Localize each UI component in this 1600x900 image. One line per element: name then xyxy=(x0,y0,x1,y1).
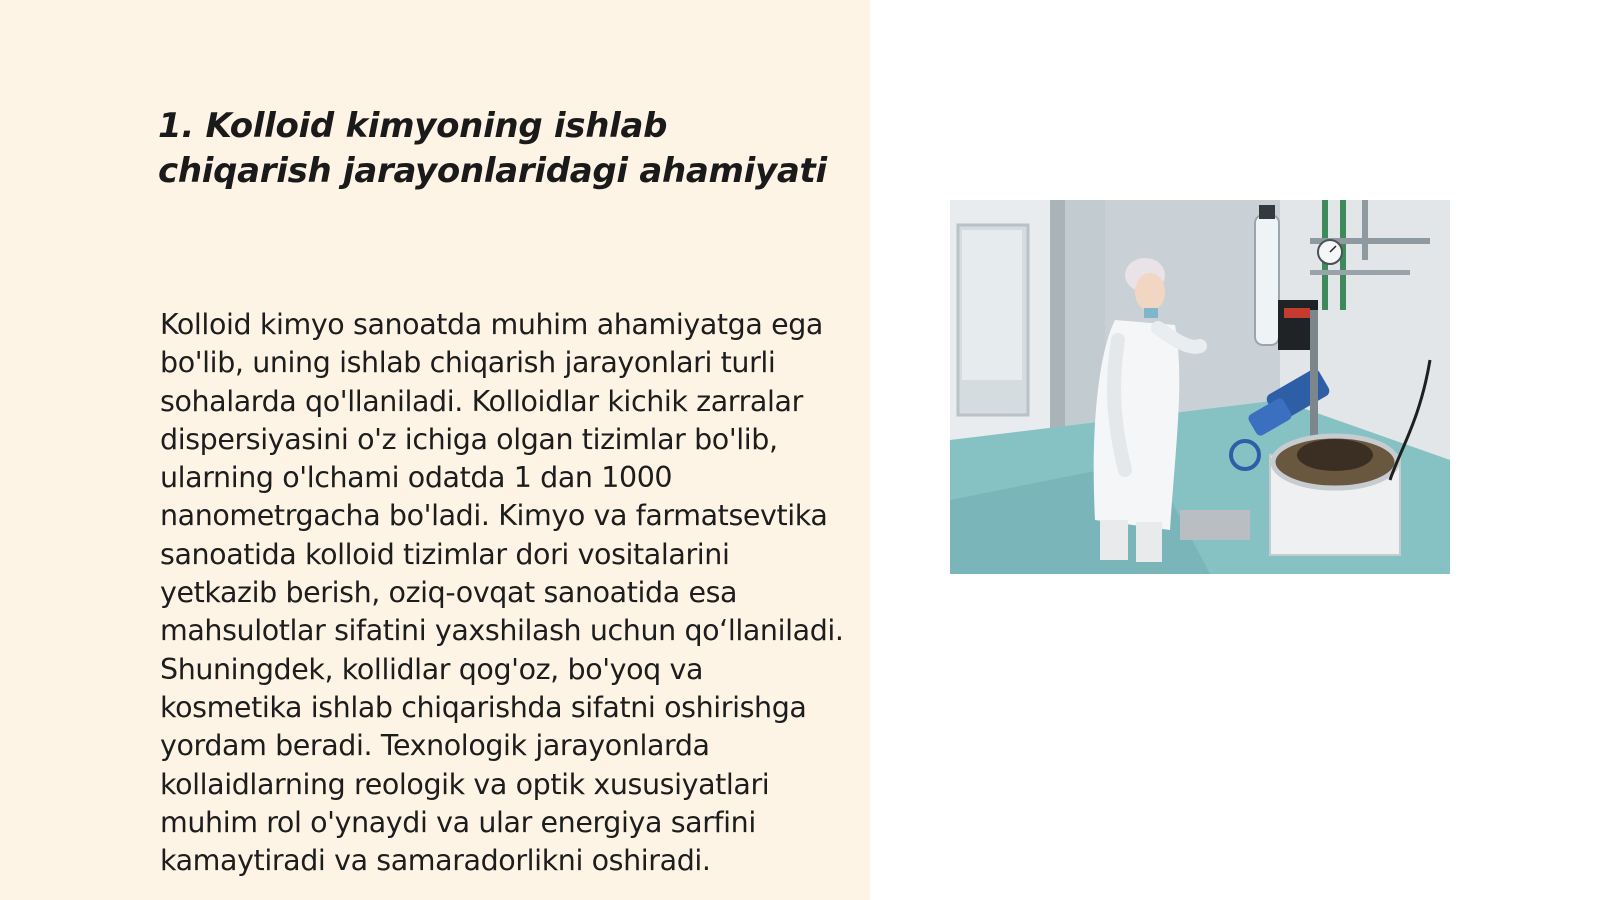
laboratory-photo xyxy=(950,200,1450,574)
slide-title: 1. Kolloid kimyoning ishlab chiqarish jarayonlaridagi ahamiyati xyxy=(158,106,827,191)
slide-body-text: Kolloid kimyo sanoatda muhim ahamiyatga ega bo'lib, uning ishlab chiqarish jarayonlari turli sohalarda qo'llaniladi. Kolloidlar kichik zarralar dispersiyasini o'z ichiga olgan tizimlar bo'lib, ularning o'lchami odatda 1 dan 1000 nanometrgacha bo'ladi. Kimyo va farmatsevtika sanoatida kolloid tizimlar dori vositalarini yetkazib berish, oziq-ovqat sanoatida esa mahsulotlar sifatini yaxshilash uchun qo‘llaniladi. Shuningdek, kollidlar qog'oz, bo'yoq va kosmetika ishlab chiqarishda sifatni oshirishga yordam beradi. Texnologik jarayonlarda kollaidlarning reologik va optik xususiyatlari muhim rol o'ynaydi va ular energiya sarfini kamaytiradi va samaradorlikni oshiradi. xyxy=(160,308,844,878)
